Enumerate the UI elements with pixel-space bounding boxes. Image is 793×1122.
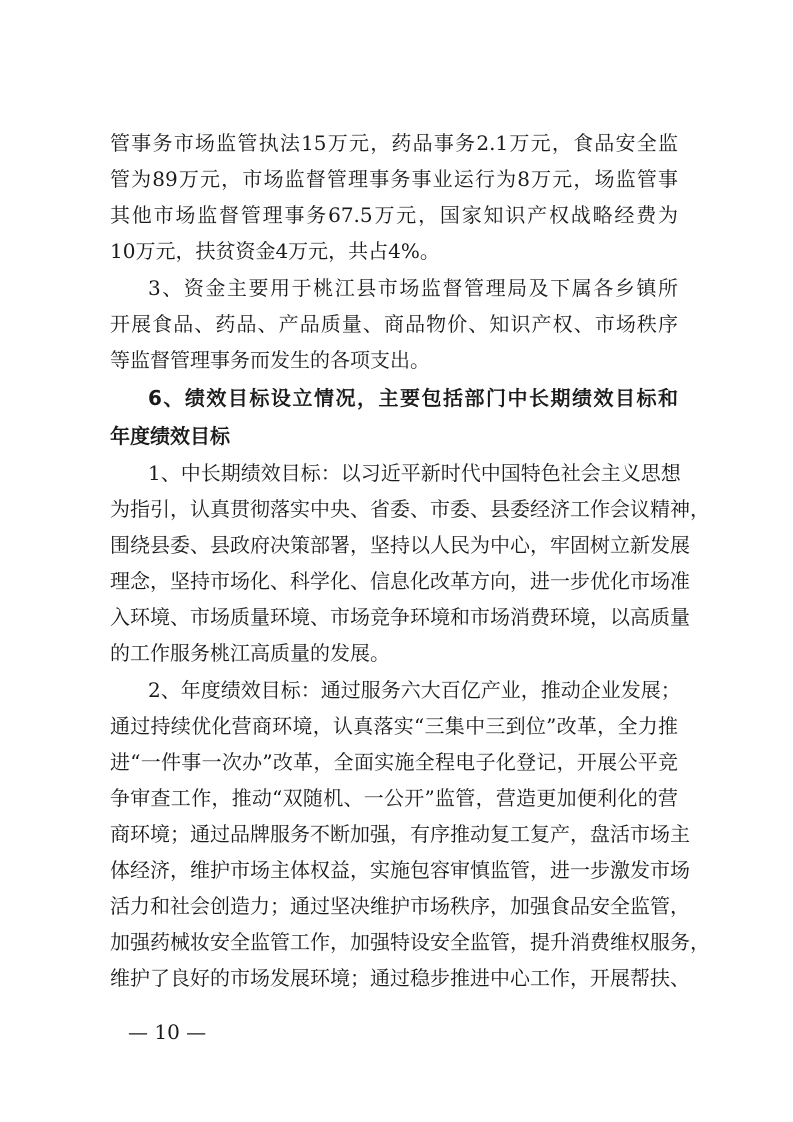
paragraph-line: 等监督管理事务而发生的各项支出。 <box>110 348 430 372</box>
paragraph-line: 争审查工作，推动“双随机、一公开”监管，营造更加便利化的营 <box>110 786 678 810</box>
section-heading: 6、绩效目标设立情况，主要包括部门中长期绩效目标和 <box>148 386 678 410</box>
paragraph-line: 2、年度绩效目标：通过服务六大百亿产业，推动企业发展； <box>148 678 681 702</box>
paragraph-line: 3、资金主要用于桃江县市场监督管理局及下属各乡镇所 <box>148 276 678 300</box>
paragraph-line: 进“一件事一次办”改革，全面实施全程电子化登记，开展公平竞 <box>110 750 678 774</box>
paragraph-line: 通过持续优化营商环境，认真落实“三集中三到位”改革，全力推 <box>110 714 678 738</box>
paragraph-line: 维护了良好的市场发展环境；通过稳步推进中心工作，开展帮扶、 <box>110 966 690 990</box>
paragraph-line: 管事务市场监管执法15万元，药品事务2.1万元，食品安全监 <box>110 131 678 155</box>
paragraph-line: 围绕县委、县政府决策部署，坚持以人民为中心，牢固树立新发展 <box>110 533 690 557</box>
paragraph-line: 入环境、市场质量环境、市场竞争环境和市场消费环境，以高质量 <box>110 605 690 629</box>
paragraph-line: 管为89万元，市场监督管理事务事业运行为8万元，场监管事 <box>110 167 678 191</box>
paragraph-line: 的工作服务桃江高质量的发展。 <box>110 641 390 665</box>
section-heading: 年度绩效目标 <box>110 424 230 448</box>
paragraph-line: 10万元，扶贫资金4万元，共占4%。 <box>110 239 440 263</box>
paragraph-line: 体经济，维护市场主体权益，实施包容审慎监管，进一步激发市场 <box>110 858 690 882</box>
paragraph-line: 1、中长期绩效目标：以习近平新时代中国特色社会主义思想 <box>148 461 681 485</box>
paragraph-line: 其他市场监督管理事务67.5万元，国家知识产权战略经费为 <box>110 203 678 227</box>
paragraph-line: 开展食品、药品、产品质量、商品物价、知识产权、市场秩序 <box>110 312 678 336</box>
paragraph-line: 理念，坚持市场化、科学化、信息化改革方向，进一步优化市场准 <box>110 569 690 593</box>
paragraph-line: 为指引，认真贯彻落实中央、省委、市委、县委经济工作会议精神， <box>110 497 710 521</box>
page-number: — 10 — <box>128 1020 207 1044</box>
paragraph-line: 加强药械妆安全监管工作，加强特设安全监管，提升消费维权服务， <box>110 930 710 954</box>
paragraph-line: 商环境；通过品牌服务不断加强，有序推动复工复产，盘活市场主 <box>110 822 690 846</box>
paragraph-line: 活力和社会创造力；通过坚决维护市场秩序，加强食品安全监管， <box>110 894 690 918</box>
